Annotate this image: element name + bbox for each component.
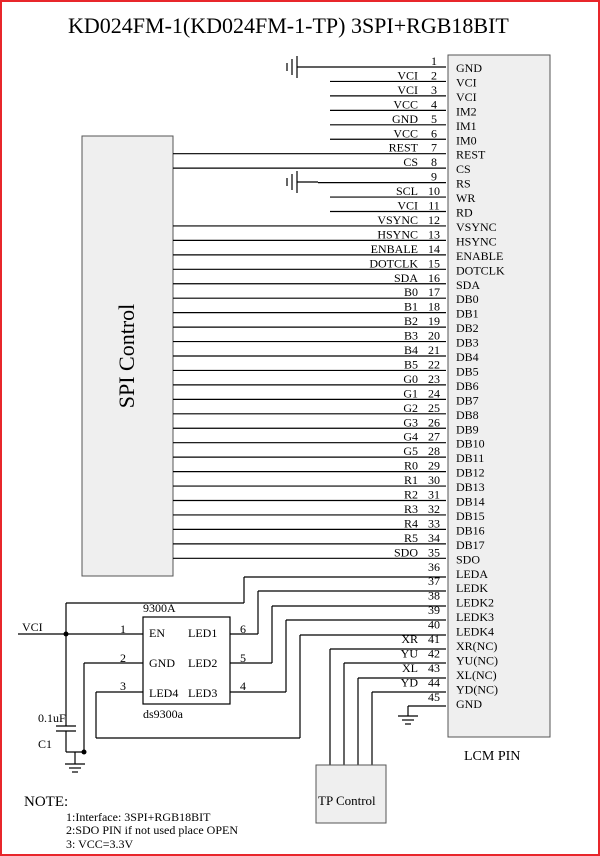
pin-signal-label: R3 bbox=[403, 501, 418, 516]
pin-signal-label: G0 bbox=[403, 371, 418, 386]
lcm-pin-name: IM2 bbox=[456, 104, 477, 119]
pin-signal-label: ENBALE bbox=[370, 241, 418, 256]
pin-number: 32 bbox=[428, 501, 440, 516]
pin-number: 33 bbox=[428, 516, 440, 531]
pin-number: 25 bbox=[428, 400, 440, 415]
lcm-pin-label: LCM PIN bbox=[464, 749, 521, 764]
pin-row-8 bbox=[173, 155, 471, 176]
lcm-pin-name: LEDK bbox=[456, 581, 488, 596]
pin-number: 13 bbox=[428, 227, 440, 242]
lcm-pin-name: DB1 bbox=[456, 306, 479, 321]
pin-signal-label: SCL bbox=[395, 184, 418, 199]
pin-number: 11 bbox=[428, 198, 440, 213]
lcm-pin-name: LEDA bbox=[456, 566, 488, 581]
lcm-pin-name: DB13 bbox=[456, 480, 485, 495]
schematic-title: KD024FM-1(KD024FM-1-TP) 3SPI+RGB18BIT bbox=[68, 13, 509, 38]
lcm-pin-name: DB0 bbox=[456, 292, 479, 307]
pin-signal-label: YU bbox=[400, 646, 418, 661]
ic-pin-gnd: GND bbox=[149, 656, 175, 670]
pin-number: 22 bbox=[428, 357, 440, 372]
pin-signal-label: CS bbox=[403, 155, 418, 170]
led-driver-part: ds9300a bbox=[143, 707, 183, 721]
pin-signal-label: G1 bbox=[403, 386, 418, 401]
lcm-pin-name: DB7 bbox=[456, 393, 479, 408]
lcm-pin-name: DB15 bbox=[456, 508, 485, 523]
pin-number: 42 bbox=[428, 646, 440, 661]
pin-signal-label: G4 bbox=[403, 429, 418, 444]
lcm-pin-name: DB12 bbox=[456, 465, 485, 480]
pin-signal-label: VCC bbox=[393, 97, 418, 112]
ground-symbol-pin1 bbox=[287, 56, 318, 78]
pin-signal-label: B0 bbox=[403, 285, 418, 300]
pin-number: 34 bbox=[428, 530, 440, 545]
lcm-pin-name: RD bbox=[456, 205, 473, 220]
pin-signal-label: R0 bbox=[403, 458, 418, 473]
pin-signal-label: G5 bbox=[403, 444, 418, 459]
lcm-pin-name: IM1 bbox=[456, 118, 477, 133]
lcm-pin-name: XL(NC) bbox=[456, 667, 497, 682]
lcm-pin-name: ENABLE bbox=[456, 248, 504, 263]
pin-number: 6 bbox=[431, 126, 437, 141]
pin-number: 20 bbox=[428, 328, 440, 343]
lcm-pin-name: WR bbox=[456, 191, 476, 206]
pin-signal-label: VCI bbox=[397, 82, 418, 97]
ic-pin-led4: LED4 bbox=[149, 686, 179, 700]
tp-control-label: TP Control bbox=[318, 793, 376, 808]
lcm-pin-name: DB4 bbox=[456, 350, 479, 364]
ic-pin-led2: LED2 bbox=[188, 656, 218, 670]
ic-pin-num-1: 1 bbox=[120, 622, 126, 636]
lcm-pin-name: SDO bbox=[456, 552, 481, 567]
pin-number: 10 bbox=[428, 184, 440, 199]
pin-signal-label: GND bbox=[392, 111, 418, 126]
lcm-pin-name: DB8 bbox=[456, 407, 479, 422]
lcm-pin-name: VSYNC bbox=[456, 219, 497, 234]
lcm-pin-name: XR(NC) bbox=[456, 639, 498, 653]
pin-signal-label: B5 bbox=[403, 357, 418, 372]
pin-signal-label: G3 bbox=[403, 415, 418, 430]
pin-number: 8 bbox=[431, 155, 437, 170]
lcm-pin-name: DB16 bbox=[456, 523, 485, 538]
lcm-pin-name: CS bbox=[456, 162, 471, 177]
lcm-pin-name: GND bbox=[456, 61, 482, 75]
pin-signal-label: YD bbox=[400, 675, 418, 690]
pin-number: 2 bbox=[431, 68, 437, 83]
lcm-pin-name: LEDK2 bbox=[456, 595, 494, 610]
lcm-pin-name: DB17 bbox=[456, 537, 485, 552]
pin-number: 7 bbox=[431, 140, 437, 155]
lcm-pin-name: DB5 bbox=[456, 364, 479, 379]
note-line-2: 2:SDO PIN if not used place OPEN bbox=[66, 823, 238, 837]
led-driver-wiring bbox=[18, 577, 446, 772]
lcm-pin-name: DOTCLK bbox=[456, 263, 505, 278]
pin-number: 24 bbox=[428, 386, 440, 401]
pin-signal-label: B1 bbox=[403, 299, 418, 314]
pin-number: 39 bbox=[428, 603, 440, 618]
pin-number: 44 bbox=[428, 675, 440, 690]
lcm-pin-name: VCI bbox=[456, 75, 477, 90]
pin-number: 29 bbox=[428, 458, 440, 473]
pin-number: 14 bbox=[428, 241, 440, 256]
pin-signal-label: VCI bbox=[397, 198, 418, 213]
pin-signal-label: G2 bbox=[403, 400, 418, 415]
pin-number: 37 bbox=[428, 574, 440, 589]
lcm-pin-name: DB9 bbox=[456, 422, 479, 437]
pin-signal-label: XL bbox=[402, 660, 418, 675]
pin-signal-label: REST bbox=[388, 140, 418, 155]
pin-number: 45 bbox=[428, 689, 440, 704]
pin-signal-label: R2 bbox=[403, 487, 418, 502]
lcm-pin-name: DB10 bbox=[456, 436, 485, 451]
lcm-pin-name: DB11 bbox=[456, 451, 485, 466]
ground-symbol-pin45 bbox=[398, 706, 446, 724]
lcm-pin-name: RS bbox=[456, 176, 471, 191]
pin-number: 16 bbox=[428, 270, 440, 285]
pin-number: 40 bbox=[428, 617, 440, 632]
pin-rows bbox=[173, 54, 505, 711]
pin-number: 23 bbox=[428, 371, 440, 386]
pin-row-7 bbox=[173, 141, 486, 162]
ic-pin-led1: LED1 bbox=[188, 626, 218, 640]
lcm-pin-name: VCI bbox=[456, 89, 477, 104]
ic-pin-num-6: 6 bbox=[240, 622, 246, 636]
note-line-3: 3: VCC=3.3V bbox=[66, 837, 134, 851]
pin-signal-label: XR bbox=[401, 632, 418, 646]
pin-number: 27 bbox=[428, 429, 440, 444]
pin-number: 9 bbox=[431, 169, 437, 184]
pin-number: 19 bbox=[428, 314, 440, 329]
pin-number: 3 bbox=[431, 82, 437, 97]
pin-signal-label: R4 bbox=[403, 516, 418, 531]
ic-pin-en: EN bbox=[149, 626, 165, 640]
lcm-pin-name: YU(NC) bbox=[456, 653, 498, 668]
pin-number: 4 bbox=[431, 97, 437, 112]
pin-signal-label: VCI bbox=[397, 68, 418, 83]
pin-signal-label: B2 bbox=[403, 314, 418, 329]
lcm-pin-name: LEDK3 bbox=[456, 610, 494, 625]
pin-number: 18 bbox=[428, 299, 440, 314]
vci-input-label: VCI bbox=[22, 620, 43, 634]
led-driver-name: 9300A bbox=[143, 601, 176, 615]
pin-number: 30 bbox=[428, 473, 440, 488]
pin-signal-label: VCC bbox=[393, 126, 418, 141]
capacitor-ref: C1 bbox=[38, 737, 53, 751]
pin-number: 1 bbox=[431, 54, 437, 68]
lcm-pin-name: GND bbox=[456, 696, 482, 711]
lcm-pin-name: LEDK4 bbox=[456, 624, 494, 639]
pin-number: 12 bbox=[428, 212, 440, 227]
pin-signal-label: SDA bbox=[393, 270, 418, 285]
pin-signal-label: VSYNC bbox=[377, 212, 418, 227]
pin-signal-label: B3 bbox=[403, 328, 418, 343]
pin-number: 26 bbox=[428, 415, 440, 430]
lcm-pin-name: DB3 bbox=[456, 335, 479, 350]
pin-signal-label: R1 bbox=[403, 473, 418, 488]
pin-number: 17 bbox=[428, 285, 440, 300]
pin-number: 36 bbox=[428, 559, 440, 574]
pin-number: 28 bbox=[428, 444, 440, 459]
ic-pin-num-3: 3 bbox=[120, 679, 126, 693]
lcm-pin-name: YD(NC) bbox=[456, 682, 498, 697]
pin-number: 43 bbox=[428, 660, 440, 675]
ic-pin-num-2: 2 bbox=[120, 651, 126, 665]
lcm-pin-name: REST bbox=[456, 147, 486, 162]
pin-number: 38 bbox=[428, 588, 440, 603]
pin-signal-label: DOTCLK bbox=[369, 256, 418, 271]
note-heading: NOTE: bbox=[24, 794, 69, 810]
pin-signal-label: R5 bbox=[403, 530, 418, 545]
pin-signal-label: B4 bbox=[403, 343, 418, 357]
pin-number: 35 bbox=[428, 545, 440, 560]
pin-number: 41 bbox=[428, 632, 440, 646]
note-line-1: 1:Interface: 3SPI+RGB18BIT bbox=[66, 810, 211, 824]
lcm-pin-name: SDA bbox=[456, 277, 481, 292]
lcm-pin-name: HSYNC bbox=[456, 234, 497, 249]
capacitor-value: 0.1uF bbox=[38, 711, 66, 725]
lcm-pin-name: DB2 bbox=[456, 321, 479, 336]
pin-signal-label: HSYNC bbox=[377, 227, 418, 242]
lcm-pin-name: IM0 bbox=[456, 133, 477, 148]
lcm-pin-name: DB14 bbox=[456, 494, 485, 509]
ic-pin-led3: LED3 bbox=[188, 686, 218, 700]
pin-signal-label: SDO bbox=[393, 545, 418, 560]
lcm-pin-name: DB6 bbox=[456, 378, 479, 393]
spi-control-label: SPI Control bbox=[114, 303, 139, 409]
ground-symbol-pin9 bbox=[287, 171, 318, 193]
ic-pin-num-5: 5 bbox=[240, 651, 246, 665]
pin-number: 31 bbox=[428, 487, 440, 502]
pin-number: 21 bbox=[428, 343, 440, 357]
ic-pin-num-4: 4 bbox=[240, 679, 246, 693]
pin-number: 5 bbox=[431, 111, 437, 126]
pin-number: 15 bbox=[428, 256, 440, 271]
